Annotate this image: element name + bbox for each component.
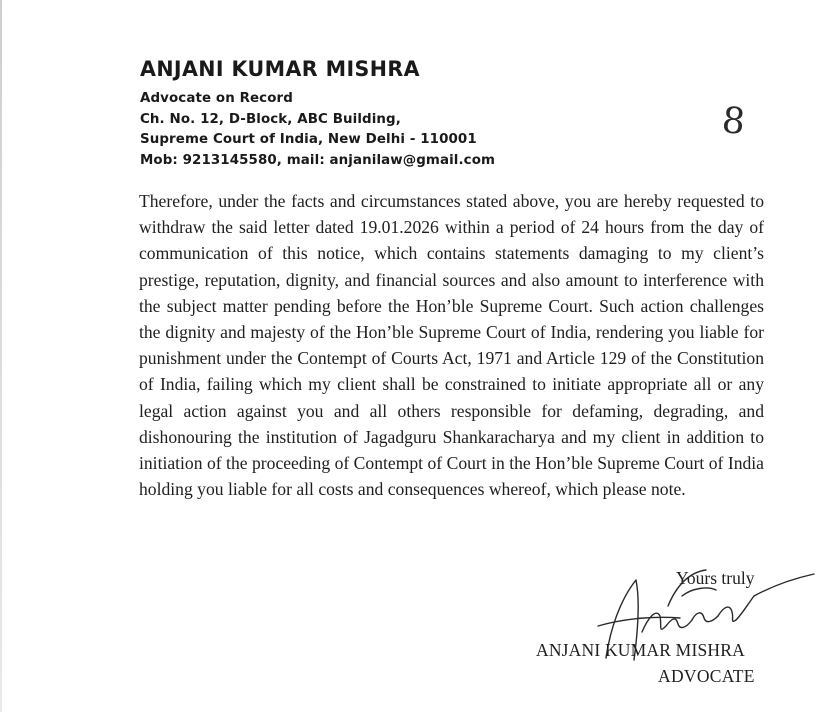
notice-paragraph: Therefore, under the facts and circumstances stated above, you are hereby requested to withdraw the said letter dated 19.01.2026 within a period of 24 hours from the day of communication of this notice, which contains statements damaging to my client’s prestige, reputation, dignity, and financial sources and also amount to interference with the subject matter pending before the Hon’ble Supreme Court. Such action challenges the dignity and majesty of the Hon’ble Supreme Court of India, rendering you liable for punishment under the Contempt of Courts Act, 1971 and Article 129 of the Constitution of India, failing which my client shall be constrained to initiate appropriate all or any legal action against you and all others responsible for defaming, degrading, and dishonouring the institution of Jagadguru Shankaracharya and my client in addition to initiation of the proceeding of Contempt of Court in the Hon’ble Supreme Court of India holding you liable for all costs and consequences whereof, which please note. <box>139 191 764 500</box>
handwritten-page-number: 8 <box>719 99 748 144</box>
closing-salutation: Yours truly <box>676 568 755 588</box>
letterhead <box>140 56 495 171</box>
address-line-1: Ch. No. 12, D-Block, ABC Building, <box>140 111 401 127</box>
signatory-title: ADVOCATE <box>658 666 755 686</box>
signatory-name: ANJANI KUMAR MISHRA <box>536 640 745 660</box>
address-line-2: Supreme Court of India, New Delhi - 110001 <box>140 132 477 147</box>
page-edge <box>0 0 2 712</box>
advocate-name: ANJANI KUMAR MISHRA <box>140 57 420 81</box>
contact-details: Mob: 9213145580, mail: anjanilaw@gmail.com <box>140 152 496 168</box>
advocate-designation: Advocate on Record <box>140 91 293 106</box>
